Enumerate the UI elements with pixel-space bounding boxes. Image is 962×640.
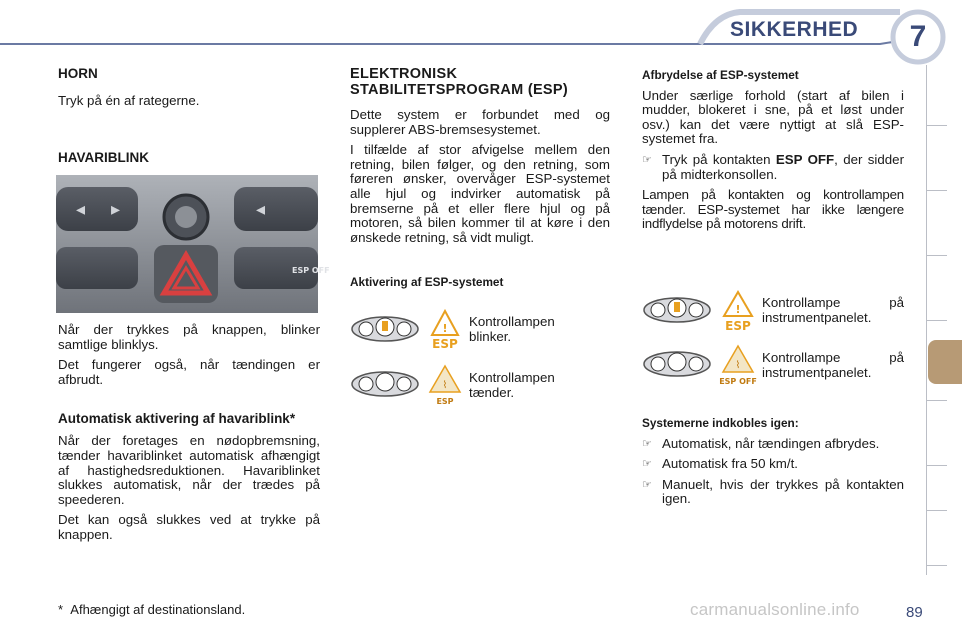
esp-off-instrument-icon bbox=[642, 342, 756, 388]
activation-heading: Aktivering af ESP-systemet bbox=[350, 275, 504, 289]
hand-pointer-icon: ☞ bbox=[642, 153, 652, 166]
hazard-heading-block bbox=[58, 151, 320, 166]
auto-hazard-text-1: Når der foretages en nødopbremsning, tænder havariblinket automatisk afhængigt af hastighedsreduktionen. Havariblinket slukkes automatisk, når der trædes på speederen. bbox=[58, 433, 320, 507]
watermark: carmanualsonline.info bbox=[690, 600, 860, 619]
left-column-bottom bbox=[58, 323, 320, 549]
esp-off-label: ESP OFF bbox=[775, 151, 835, 167]
svg-text:!: ! bbox=[735, 303, 741, 316]
disable-text-1: Under særlige forhold (start af bilen i mudder, blokeret i sne, på et løst under osv.) kan det være nyttigt at slå ESP-systemet fra. bbox=[642, 87, 904, 147]
middle-column bbox=[350, 66, 610, 251]
esp-warning-on-icon bbox=[350, 362, 462, 408]
hazard-button-photo bbox=[56, 175, 330, 313]
section-title: SIKKERHED bbox=[730, 18, 859, 41]
indicator-2-label: Kontrollampen tænder. bbox=[469, 370, 555, 400]
bullet-press-esp-off: ☞ Tryk på kontakten ESP OFF, der sidder på midterkonsollen. bbox=[642, 151, 904, 182]
right-column-bottom bbox=[642, 416, 904, 513]
activation-heading-block bbox=[350, 275, 610, 290]
svg-text:ESP: ESP bbox=[432, 337, 458, 351]
svg-text:◂: ◂ bbox=[256, 199, 266, 220]
indicator-3-label: Kontrollampe på instrumentpanelet. bbox=[762, 295, 904, 325]
hazard-heading: HAVARIBLINK bbox=[58, 150, 149, 165]
disable-text-2: Lampen på kontakten og kontrollampen tænder. ESP-systemet har ikke længere indflydelse på motorens drift. bbox=[642, 187, 904, 232]
svg-text:⌇: ⌇ bbox=[735, 360, 741, 371]
disable-heading: Afbrydelse af ESP-systemet bbox=[642, 68, 799, 82]
esp-off-button-label: ESP OFF bbox=[292, 266, 330, 275]
esp-heading-line-1: ELEKTRONISK bbox=[350, 66, 458, 82]
footnote: * Afhængigt af destinationsland. bbox=[58, 602, 246, 617]
left-column-top bbox=[58, 67, 320, 114]
side-tab-active[interactable] bbox=[928, 340, 962, 384]
indicator-4-label: Kontrollampe på instrumentpanelet. bbox=[762, 350, 904, 380]
reenable-heading: Systemerne indkobles igen: bbox=[642, 416, 799, 430]
svg-text:⌇: ⌇ bbox=[442, 380, 448, 391]
svg-text:▸: ▸ bbox=[111, 199, 121, 220]
console-illustration bbox=[56, 175, 330, 313]
esp-text-1: Dette system er forbundet med og supplerer ABS-bremsesystemet. bbox=[350, 107, 610, 137]
reenable-bullet: ☞ Automatisk, når tændingen afbrydes. bbox=[642, 435, 880, 451]
svg-text:ESP: ESP bbox=[725, 319, 751, 333]
hand-pointer-icon: ☞ bbox=[642, 437, 652, 450]
page-number: 89 bbox=[906, 604, 923, 621]
chapter-number: 7 bbox=[909, 20, 927, 53]
auto-hazard-text-2: Det kan også slukkes ved at trykke på knappen. bbox=[58, 512, 320, 542]
right-column-top bbox=[642, 68, 904, 238]
svg-text:ESP OFF: ESP OFF bbox=[719, 377, 757, 386]
svg-text:ESP: ESP bbox=[436, 397, 454, 406]
reenable-bullet: ☞ Automatisk fra 50 km/t. bbox=[642, 456, 798, 472]
svg-text:!: ! bbox=[442, 322, 448, 335]
side-tab-strip bbox=[926, 65, 961, 575]
svg-text:◂: ◂ bbox=[76, 199, 86, 220]
hazard-text-1: Når der trykkes på knappen, blinker samtlige blinklys. bbox=[58, 322, 320, 352]
hand-pointer-icon: ☞ bbox=[642, 478, 652, 491]
hazard-text-2: Det fungerer også, når tændingen er afbrudt. bbox=[58, 357, 320, 387]
horn-text: Tryk på én af rategerne. bbox=[58, 92, 200, 108]
reenable-bullet: ☞ Manuelt, hvis der trykkes på kontakten igen. bbox=[642, 476, 904, 507]
esp-instrument-icon bbox=[642, 288, 756, 334]
esp-heading-line-2: STABILITETSPROGRAM (ESP) bbox=[350, 82, 568, 98]
auto-hazard-heading: Automatisk aktivering af havariblink* bbox=[58, 411, 296, 427]
hand-pointer-icon: ☞ bbox=[642, 458, 652, 471]
esp-text-2: I tilfælde af stor afvigelse mellem den retning, bilen følger, og den retning, som føreren ønsker, overvåger ESP-systemet alle hjul og indvirker automatisk på bremserne på et eller flere hjul og på motoren, så bilen kommer til at køre i den ønskede retning, så vidt muligt. bbox=[350, 142, 610, 245]
horn-heading: HORN bbox=[58, 66, 98, 81]
indicator-1-label: Kontrollampen blinker. bbox=[469, 314, 555, 344]
esp-warning-flashing-icon bbox=[350, 305, 462, 351]
